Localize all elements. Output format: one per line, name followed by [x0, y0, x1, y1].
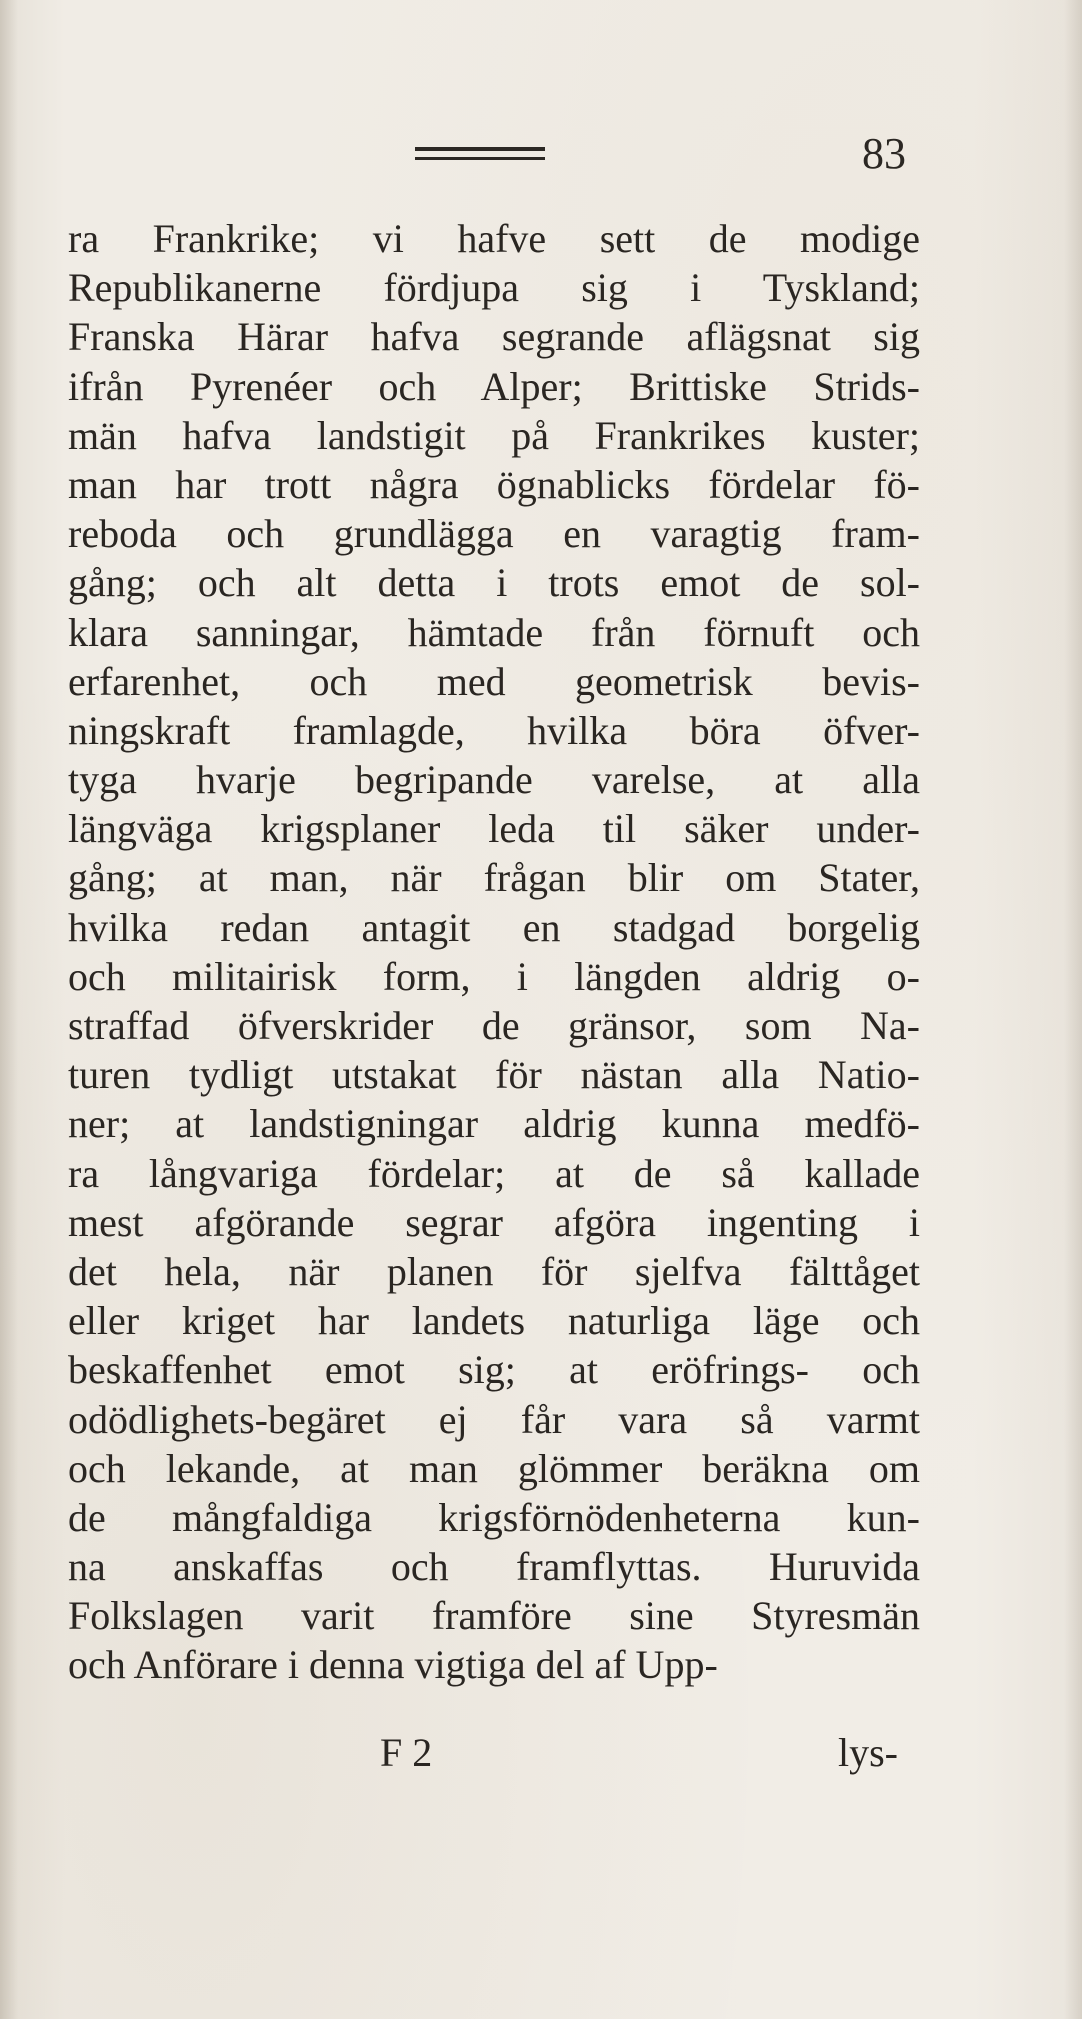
text-line: ner; at landstigningar aldrig kunna medfö-: [68, 1101, 920, 1147]
text-line: längväga krigsplaner leda til säker under-: [68, 806, 920, 852]
text-line: turen tydligt utstakat för nästan alla Natio-: [68, 1052, 920, 1098]
text-line: ra långvariga fördelar; at de så kallade: [68, 1150, 920, 1196]
text-line: och Anförare i denna vigtiga del af Upp-: [68, 1642, 718, 1688]
text-line: tyga hvarje begripande varelse, at alla: [68, 757, 920, 803]
text-line: ningskraft framlagde, hvilka böra öfver-: [68, 707, 920, 753]
text-line: erfarenhet, och med geometrisk bevis-: [68, 658, 920, 704]
text-line: klara sanningar, hämtade från förnuft och: [68, 609, 920, 655]
text-line: män hafva landstigit på Frankrikes kuster;: [68, 412, 920, 458]
text-line: det hela, när planen för sjelfva fälttåget: [68, 1248, 920, 1294]
text-line: ra Frankrike; vi hafve sett de modige: [68, 216, 920, 261]
page-number: 83: [862, 129, 906, 178]
text-line: Franska Härar hafva segrande aflägsnat sig: [68, 314, 920, 360]
text-line: mest afgörande segrar afgöra ingenting i: [68, 1199, 920, 1245]
text-line: man har trott några ögnablicks fördelar fö-: [68, 461, 920, 507]
header-rule-top: [415, 147, 545, 151]
text-line: odödlighets-begäret ej får vara så varmt: [68, 1396, 920, 1442]
text-line: gång; at man, när frågan blir om Stater,: [68, 855, 920, 901]
text-line: na anskaffas och framflyttas. Huruvida: [68, 1544, 920, 1590]
text-line: Folkslagen varit framföre sine Styresmän: [68, 1593, 920, 1639]
header-double-rule: [415, 147, 545, 163]
catchword: lys-: [838, 1730, 898, 1775]
body-text: [68, 214, 920, 1690]
signature-mark: F 2: [380, 1730, 433, 1775]
text-line: Republikanerne fördjupa sig i Tyskland;: [68, 265, 920, 311]
text-line: eller kriget har landets naturliga läge och: [68, 1298, 920, 1344]
text-line: reboda och grundlägga en varagtig fram-: [68, 511, 920, 557]
text-line: de mångfaldiga krigsförnödenheterna kun-: [68, 1494, 920, 1540]
text-line: ifrån Pyrenéer och Alper; Brittiske Strids-: [68, 363, 920, 409]
text-line: gång; och alt detta i trots emot de sol-: [68, 560, 920, 606]
page-edge-right: [1064, 0, 1082, 2019]
text-line: och lekande, at man glömmer beräkna om: [68, 1445, 920, 1491]
text-line: straffad öfverskrider de gränsor, som Na-: [68, 1003, 920, 1048]
text-line: och militairisk form, i längden aldrig o-: [68, 953, 920, 999]
header-rule-bottom: [415, 157, 545, 160]
page-edge-left: [0, 0, 18, 2019]
text-line: beskaffenhet emot sig; at eröfrings- och: [68, 1347, 920, 1393]
text-line: hvilka redan antagit en stadgad borgelig: [68, 904, 920, 950]
